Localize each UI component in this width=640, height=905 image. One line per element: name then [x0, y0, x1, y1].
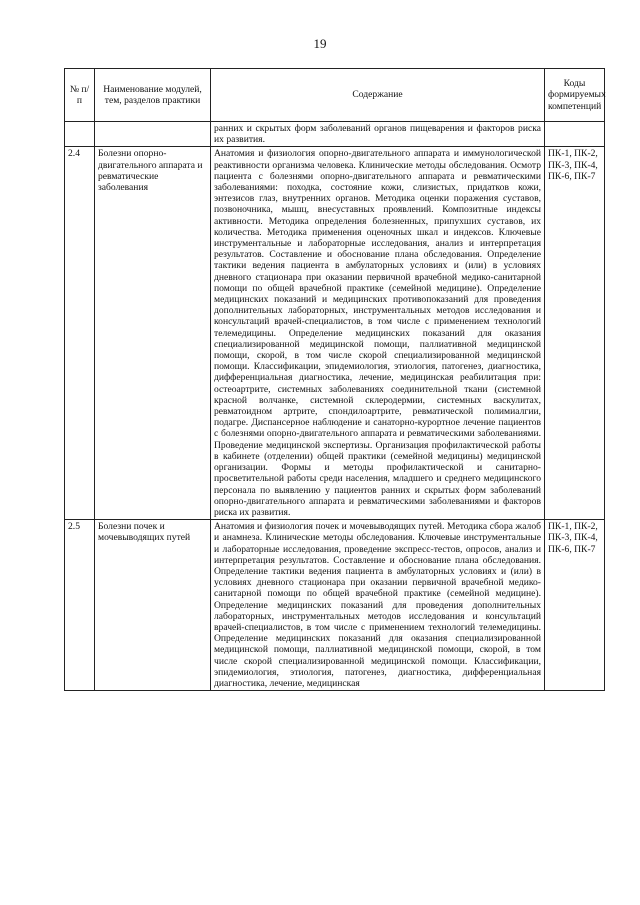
row-codes — [545, 122, 605, 147]
row-module: Болезни опорно-двигательного аппарата и ревматические заболевания — [95, 147, 211, 520]
row-num: 2.4 — [65, 147, 95, 520]
row-content: Анатомия и физиология почек и мочевыводящих путей. Методика сбора жалоб и анамнеза. Клинические методы обследования. Ключевые инструментальные и лабораторные исследования, проведение экспресс-тестов, опросов, анализ и интерпретация результатов. Составление и обоснование плана обследования. Определение тактики ведения пациента в амбулаторных условиях и (или) в условиях дневного стационара при оказании первичной врачебной медико-санитарной помощи по общей врачебной практике (семейной медицине). Определение медицинских показаний для проведения дополнительных лабораторных, инструментальных методов исследования и консультаций врачей-специалистов, в том числе с применением технологий телемедицины. Определение медицинских показаний для оказания специализированной медицинской помощи, паллиативной медицинской помощи, скорой, в том числе скорой специализированной медицинской помощи. Классификации, эпидемиология, этиология, патогенез, диагностика, дифференциальная диагностика, лечение, медицинская — [211, 520, 545, 691]
table-row — [65, 147, 605, 520]
practice-content-table — [64, 68, 605, 691]
table-header-row — [65, 69, 605, 122]
row-module: Болезни почек и мочевыводящих путей — [95, 520, 211, 691]
header-num: № п/п — [65, 69, 95, 122]
row-content: Анатомия и физиология опорно-двигательного аппарата и иммунологической реактивности организма человека. Клинические методы обследования. Осмотр пациента с болезнями опорно-двигательного аппарата и ревматическими заболеваниями: походка, состояние кожи, слизистых, придатков кожи, энтезисов глаз, внутренних органов. Методика оценки поражения суставов, позвоночника, мышц, внесуставных проявлений. Композитные индексы активности. Методика определения болезненных, припухших суставов, их количества. Методика применения оценочных шкал и индексов. Ключевые инструментальные и лабораторные исследования, анализ и интерпретация результатов. Составление и обоснование плана обследования. Определение тактики ведения пациента в амбулаторных условиях и (или) в условиях дневного стационара при оказании первичной врачебной медико-санитарной помощи по общей врачебной практике (семейной медицине). Определение медицинских показаний и медицинских противопоказаний для проведения дополнительных лабораторных, инструментальных методов исследования и консультаций врачей-специалистов, в том числе с применением технологий телемедицины. Определение медицинских показаний для оказания специализированной медицинской помощи, паллиативной медицинской помощи, скорой, в том числе скорой специализированной медицинской помощи. Классификации, эпидемиология, этиология, патогенез, диагностика, дифференциальная диагностика, лечение, медицинская реабилитация при: остеоартрите, системных заболеваниях соединительной ткани (системной красной волчанке, системной склеродермии, системных васкулитах, ревматоидном артрите, спондилоартрите, ревматической полимиалгии, подагре. Диспансерное наблюдение и санаторно-курортное лечение пациентов с болезнями опорно-двигательного аппарата и ревматическими заболеваниями. Проведение медицинской экспертизы. Организация профилактической работы в кабинете (отделении) общей практики (семейной медицины) медицинской организации. Формы и методы профилактической и санитарно-просветительной работы среди населения, младшего и среднего медицинского персонала по выявлению у пациентов ранних и скрытых форм заболеваний опорно-двигательного аппарата и ревматическими заболеваниями и факторов риска их развития. — [211, 147, 545, 520]
table-row — [65, 122, 605, 147]
table-row — [65, 520, 605, 691]
header-content: Содержание — [211, 69, 545, 122]
row-codes: ПК-1, ПК-2, ПК-3, ПК-4, ПК-6, ПК-7 — [545, 147, 605, 520]
page-number: 19 — [313, 36, 327, 51]
row-num: 2.5 — [65, 520, 95, 691]
row-module — [95, 122, 211, 147]
row-codes: ПК-1, ПК-2, ПК-3, ПК-4, ПК-6, ПК-7 — [545, 520, 605, 691]
row-num — [65, 122, 95, 147]
header-module: Наименование модулей, тем, разделов практики — [95, 69, 211, 122]
row-content: ранних и скрытых форм заболеваний органов пищеварения и факторов риска их развития. — [211, 122, 545, 147]
header-codes: Коды формируемых компетенций — [545, 69, 605, 122]
